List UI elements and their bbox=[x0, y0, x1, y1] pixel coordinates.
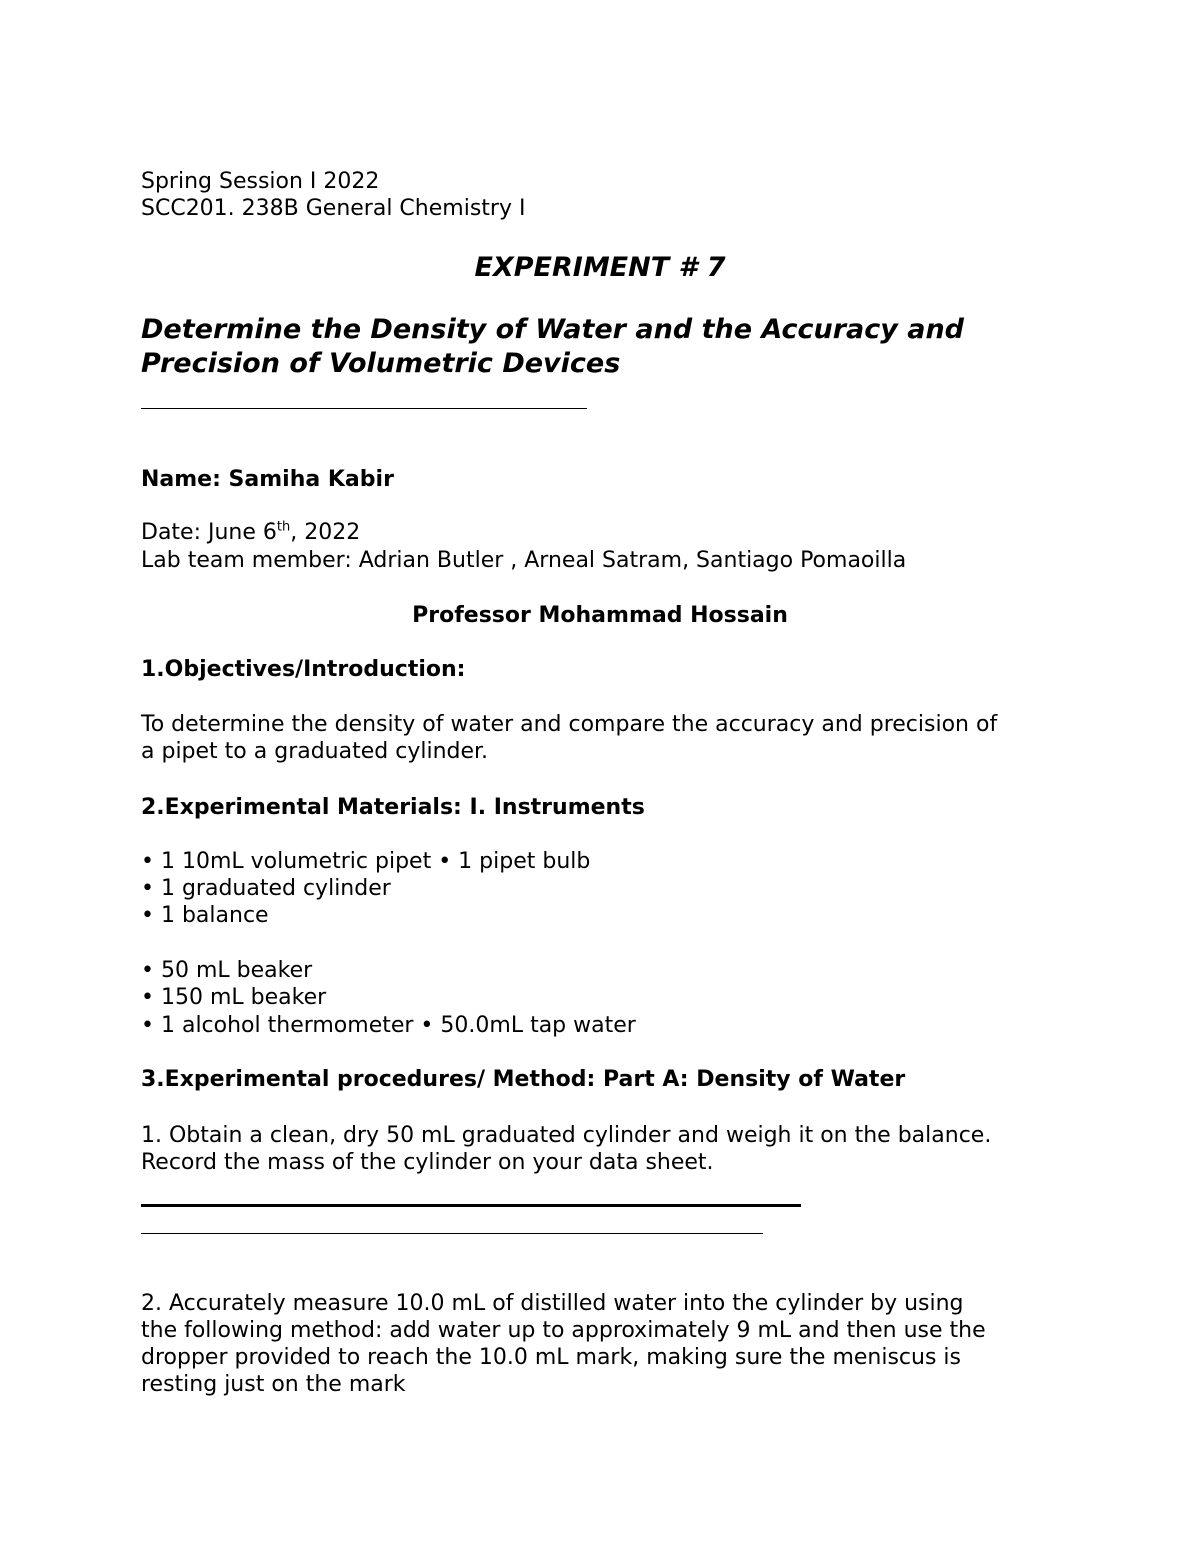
list-item: • 1 graduated cylinder bbox=[141, 876, 391, 901]
session-line: Spring Session I 2022 bbox=[141, 169, 380, 194]
list-item: • 50 mL beaker bbox=[141, 958, 313, 983]
materials-heading: 2.Experimental Materials: I. Instruments bbox=[141, 795, 645, 820]
objectives-text-line-1: To determine the density of water and compare the accuracy and precision of bbox=[141, 712, 998, 737]
list-item: • 150 mL beaker bbox=[141, 985, 327, 1010]
procedures-heading: 3.Experimental procedures/ Method: Part A: Density of Water bbox=[141, 1067, 906, 1092]
list-item: • 1 alcohol thermometer • 50.0mL tap water bbox=[141, 1013, 636, 1038]
step2-line-2: the following method: add water up to approximately 9 mL and then use the bbox=[141, 1318, 986, 1343]
step2-line-1: 2. Accurately measure 10.0 mL of distilled water into the cylinder by using bbox=[141, 1291, 964, 1316]
experiment-title: EXPERIMENT # 7 bbox=[474, 252, 726, 283]
answer-rule-1 bbox=[141, 1204, 801, 1207]
step1-line-2: Record the mass of the cylinder on your data sheet. bbox=[141, 1150, 714, 1175]
lab-team-line: Lab team member: Adrian Butler , Arneal Satram, Santiago Pomaoilla bbox=[141, 548, 907, 573]
step2-line-4: resting just on the mark bbox=[141, 1372, 406, 1397]
list-item: • 1 balance bbox=[141, 903, 269, 928]
objectives-heading: 1.Objectives/Introduction: bbox=[141, 657, 466, 682]
student-name: Name: Samiha Kabir bbox=[141, 467, 394, 492]
title-underline-rule bbox=[141, 408, 587, 409]
list-item: • 1 10mL volumetric pipet • 1 pipet bulb bbox=[141, 849, 591, 874]
professor-line: Professor Mohammad Hossain bbox=[412, 603, 788, 628]
date-suffix: , 2022 bbox=[290, 520, 361, 545]
step1-line-1: 1. Obtain a clean, dry 50 mL graduated cylinder and weigh it on the balance. bbox=[141, 1123, 992, 1148]
date-prefix: Date: June 6 bbox=[141, 520, 277, 545]
step2-line-3: dropper provided to reach the 10.0 mL mark, making sure the meniscus is bbox=[141, 1345, 962, 1370]
objectives-text-line-2: a pipet to a graduated cylinder. bbox=[141, 739, 489, 764]
answer-rule-2 bbox=[141, 1233, 763, 1234]
main-title-line-2: Precision of Volumetric Devices bbox=[141, 348, 621, 379]
course-line: SCC201. 238B General Chemistry I bbox=[141, 196, 526, 221]
main-title-line-1: Determine the Density of Water and the Accuracy and bbox=[141, 314, 965, 345]
date-line bbox=[141, 519, 360, 546]
date-superscript: th bbox=[276, 519, 291, 535]
